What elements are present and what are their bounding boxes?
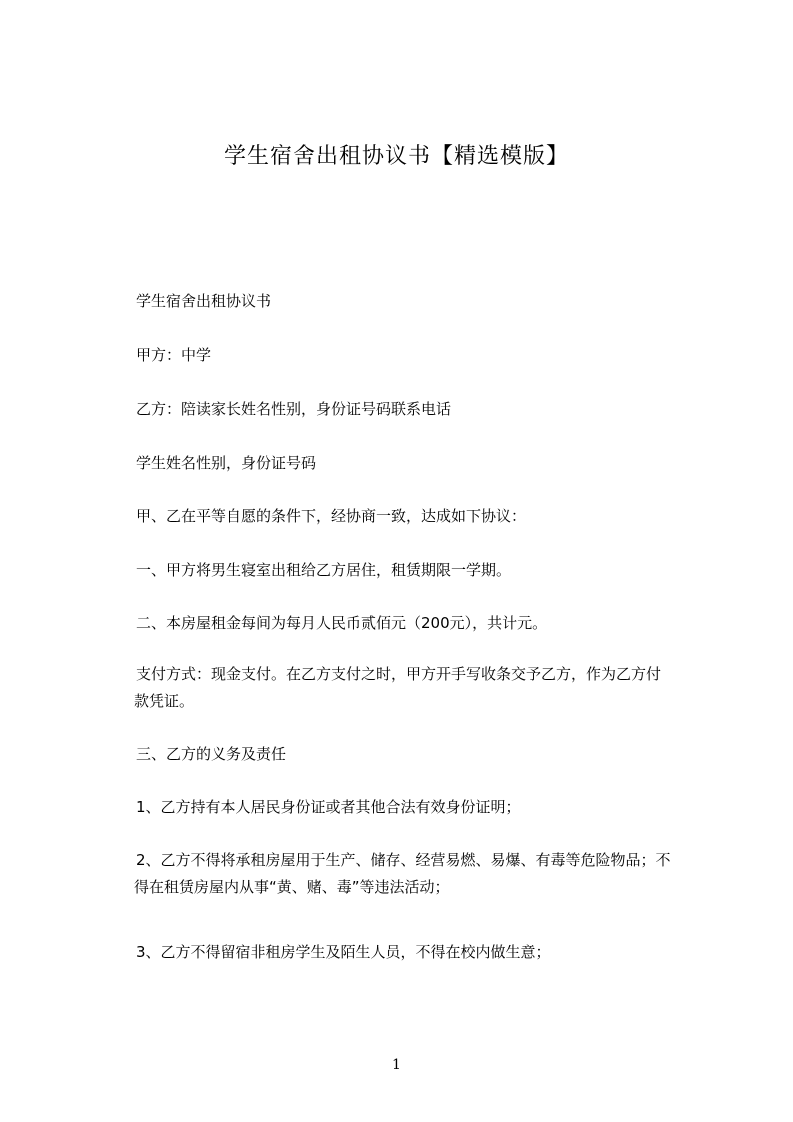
paragraph-payment-method-line-1: 支付方式：现金支付。在乙方支付之时，甲方开手写收条交予乙方，作为乙方付 bbox=[136, 665, 662, 683]
paragraph-clause-2: 二、本房屋租金每间为每月人民币贰佰元（200元），共计元。 bbox=[136, 614, 548, 632]
paragraph-heading: 学生宿舍出租协议书 bbox=[136, 292, 272, 310]
document-title: 学生宿舍出租协议书【精选模版】 bbox=[223, 144, 569, 169]
paragraph-item-2-line-2: 得在租赁房屋内从事“黄、赌、毒”等违法活动； bbox=[134, 878, 450, 896]
paragraph-clause-1: 一、甲方将男生寝室出租给乙方居住，租赁期限一学期。 bbox=[136, 561, 512, 579]
paragraph-student-info: 学生姓名性别，身份证号码 bbox=[136, 454, 317, 472]
paragraph-party-b: 乙方：陪读家长姓名性别，身份证号码联系电话 bbox=[136, 400, 452, 418]
paragraph-item-1: 1、乙方持有本人居民身份证或者其他合法有效身份证明； bbox=[136, 798, 521, 816]
paragraph-item-2-line-1: 2、乙方不得将承租房屋用于生产、储存、经营易燃、易爆、有毒等危险物品；不 bbox=[136, 851, 671, 869]
paragraph-party-a: 甲方：中学 bbox=[136, 346, 212, 364]
paragraph-clause-3-heading: 三、乙方的义务及责任 bbox=[136, 745, 287, 763]
paragraph-payment-method-line-2: 款凭证。 bbox=[134, 692, 195, 710]
paragraph-item-3: 3、乙方不得留宿非租房学生及陌生人员，不得在校内做生意； bbox=[136, 943, 551, 961]
page-number: 1 bbox=[392, 1057, 401, 1073]
paragraph-item-2 bbox=[136, 847, 671, 901]
paragraph-payment-method bbox=[136, 661, 661, 715]
paragraph-agreement-intro: 甲、乙在平等自愿的条件下，经协商一致，达成如下协议： bbox=[136, 507, 527, 525]
